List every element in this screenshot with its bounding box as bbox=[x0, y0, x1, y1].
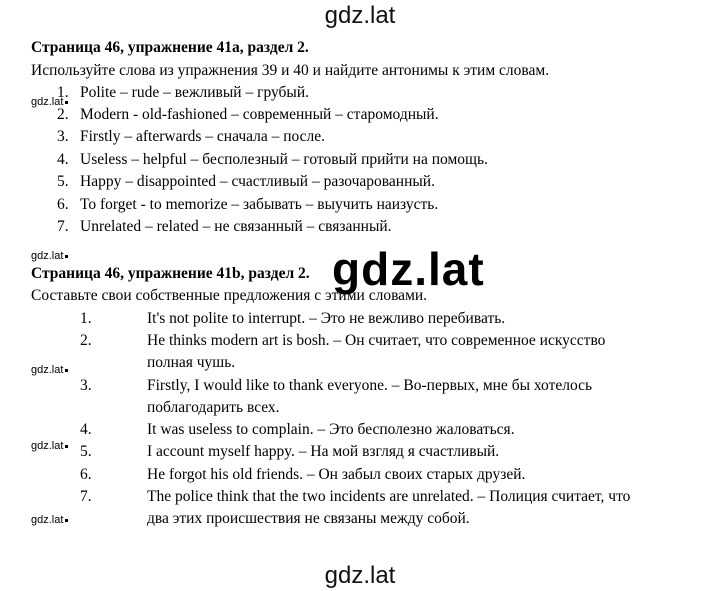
list-item-continuation: полная чушь. bbox=[147, 354, 236, 371]
list-item-number: 7. bbox=[80, 488, 92, 505]
list-item-continuation: два этих происшествия не связаны между собой. bbox=[147, 510, 470, 527]
list-item: It's not polite to interrupt. – Это не вежливо перебивать. bbox=[147, 310, 506, 327]
list-item: Firstly, I would like to thank everyone. – Во-первых, мне бы хотелось bbox=[147, 377, 593, 394]
section-a-instruction: Используйте слова из упражнения 39 и 40 и найдите антонимы к этим словам. bbox=[31, 62, 550, 79]
list-item-number: 2. bbox=[80, 332, 92, 349]
list-item: To forget - to memorize – забывать – выучить наизусть. bbox=[80, 196, 439, 213]
list-item-number: 2. bbox=[57, 106, 69, 123]
watermark-small: gdz.lat bbox=[31, 440, 68, 452]
section-b-heading: Страница 46, упражнение 41b, раздел 2. bbox=[31, 265, 310, 282]
watermark-small: gdz.lat bbox=[31, 250, 68, 262]
list-item: The police think that the two incidents are unrelated. – Полиция считает, что bbox=[147, 488, 631, 505]
list-item: It was useless to complain. – Это бесполезно жаловаться. bbox=[147, 421, 515, 438]
list-item: He forgot his old friends. – Он забыл своих старых друзей. bbox=[147, 466, 526, 483]
list-item-number: 5. bbox=[57, 173, 69, 190]
list-item-number: 6. bbox=[57, 196, 69, 213]
watermark-small: gdz.lat bbox=[31, 96, 68, 108]
list-item-number: 7. bbox=[57, 218, 69, 235]
list-item-number: 3. bbox=[57, 128, 69, 145]
watermark-top: gdz.lat bbox=[324, 2, 396, 29]
list-item-number: 1. bbox=[57, 84, 69, 101]
list-item-continuation: поблагодарить всех. bbox=[147, 399, 280, 416]
watermark-bottom: gdz.lat bbox=[324, 562, 396, 589]
list-item-number: 6. bbox=[80, 466, 92, 483]
list-item-number: 3. bbox=[80, 377, 92, 394]
watermark-small: gdz.lat bbox=[31, 364, 68, 376]
list-item: He thinks modern art is bosh. – Он считает, что современное искусство bbox=[147, 332, 606, 349]
watermark-small: gdz.lat bbox=[31, 514, 68, 526]
list-item: Firstly – afterwards – сначала – после. bbox=[80, 128, 326, 145]
list-item: Unrelated – related – не связанный – связанный. bbox=[80, 218, 392, 235]
list-item: Polite – rude – вежливый – грубый. bbox=[80, 84, 310, 101]
list-item: I account myself happy. – На мой взгляд я счастливый. bbox=[147, 443, 500, 460]
list-item-number: 4. bbox=[80, 421, 92, 438]
list-item: Happy – disappointed – счастливый – разочарованный. bbox=[80, 173, 435, 190]
list-item: Useless – helpful – бесполезный – готовый прийти на помощь. bbox=[80, 151, 488, 168]
watermark-big: gdz.lat bbox=[332, 243, 485, 295]
list-item-number: 4. bbox=[57, 151, 69, 168]
section-a-heading: Страница 46, упражнение 41a, раздел 2. bbox=[31, 39, 309, 56]
list-item-number: 5. bbox=[80, 443, 92, 460]
list-item-number: 1. bbox=[80, 310, 92, 327]
list-item: Modern - old-fashioned – современный – старомодный. bbox=[80, 106, 439, 123]
section-b-instruction: Составьте свои собственные предложения с этими словами. bbox=[31, 287, 428, 304]
